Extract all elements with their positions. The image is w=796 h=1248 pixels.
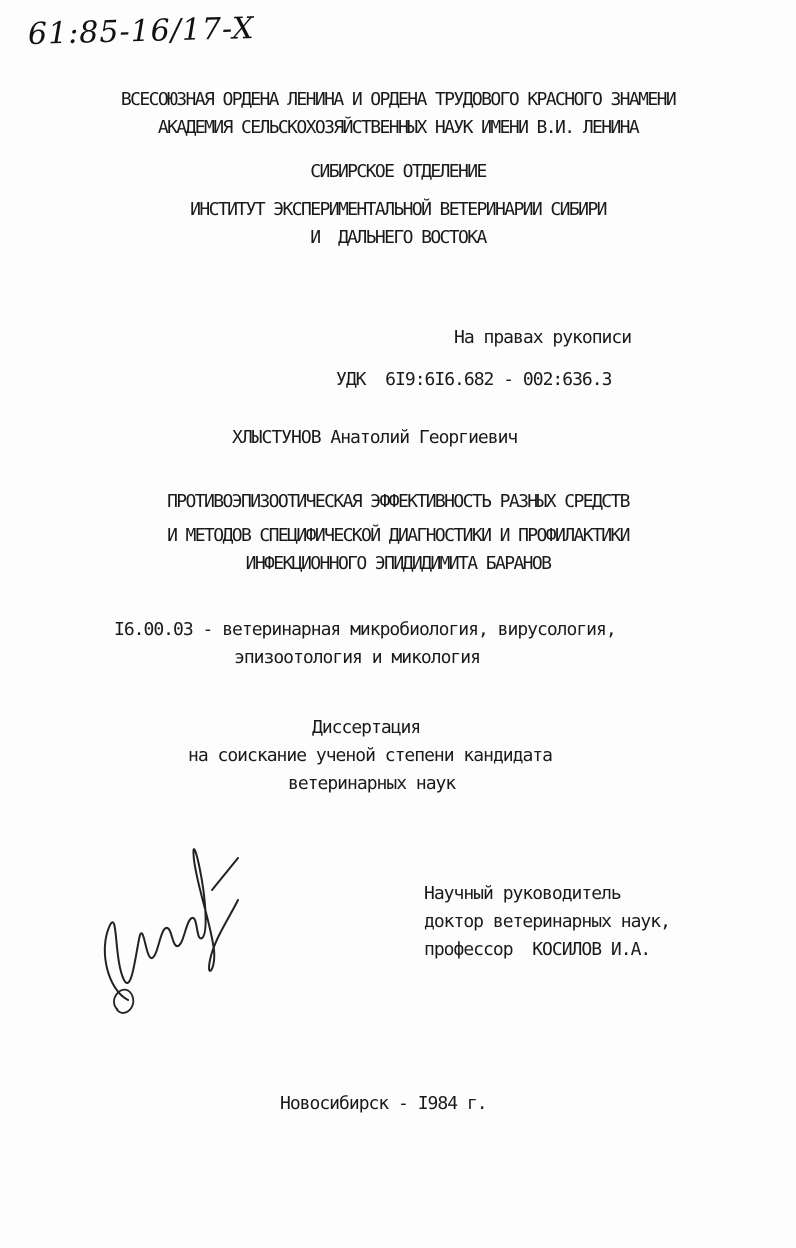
branch-name: СИБИРСКОЕ ОТДЕЛЕНИЕ (310, 161, 486, 182)
degree-line-1: Диссертация (312, 717, 421, 738)
archive-handwritten-code: 61:85-16/17-X (27, 11, 255, 52)
specialty-line-1: I6.00.03 - ветеринарная микробиология, вирусология, (114, 619, 616, 640)
institute-line-2: И ДАЛЬНЕГО ВОСТОКА (310, 227, 486, 248)
author-name: ХЛЫСТУНОВ Анатолий Георгиевич (232, 427, 518, 448)
city-year: Новосибирск - I984 г. (280, 1093, 487, 1114)
title-line-3: ИНФЕКЦИОННОГО ЭПИДИДИМИТА БАРАНОВ (245, 553, 551, 574)
supervisor-line-1: Научный руководитель (424, 883, 621, 904)
academy-line-1: ВСЕСОЮЗНАЯ ОРДЕНА ЛЕНИНА И ОРДЕНА ТРУДОВОГО КРАСНОГО ЗНАМЕНИ (120, 89, 676, 110)
title-line-2: И МЕТОДОВ СПЕЦИФИЧЕСКОЙ ДИАГНОСТИКИ И ПРОФИЛАКТИКИ (167, 525, 629, 546)
institute-line-1: ИНСТИТУТ ЭКСПЕРИМЕНТАЛЬНОЙ ВЕТЕРИНАРИИ СИБИРИ (190, 199, 606, 220)
manuscript-note: На правах рукописи (454, 327, 632, 348)
handwritten-signature (88, 830, 258, 1030)
degree-line-3: ветеринарных наук (288, 773, 456, 794)
udc-code: УДК 6I9:6I6.682 - 002:636.3 (336, 369, 612, 390)
academy-line-2: АКАДЕМИЯ СЕЛЬСКОХОЗЯЙСТВЕННЫХ НАУК ИМЕНИ В.И. ЛЕНИНА (157, 117, 639, 138)
specialty-line-2: эпизоотология и микология (234, 647, 480, 668)
degree-line-2: на соискание ученой степени кандидата (188, 745, 552, 766)
supervisor-line-3: профессор КОСИЛОВ И.А. (424, 939, 651, 960)
supervisor-line-2: доктор ветеринарных наук, (424, 911, 670, 932)
title-line-1: ПРОТИВОЭПИЗООТИЧЕСКАЯ ЭФФЕКТИВНОСТЬ РАЗНЫХ СРЕДСТВ (167, 491, 629, 512)
